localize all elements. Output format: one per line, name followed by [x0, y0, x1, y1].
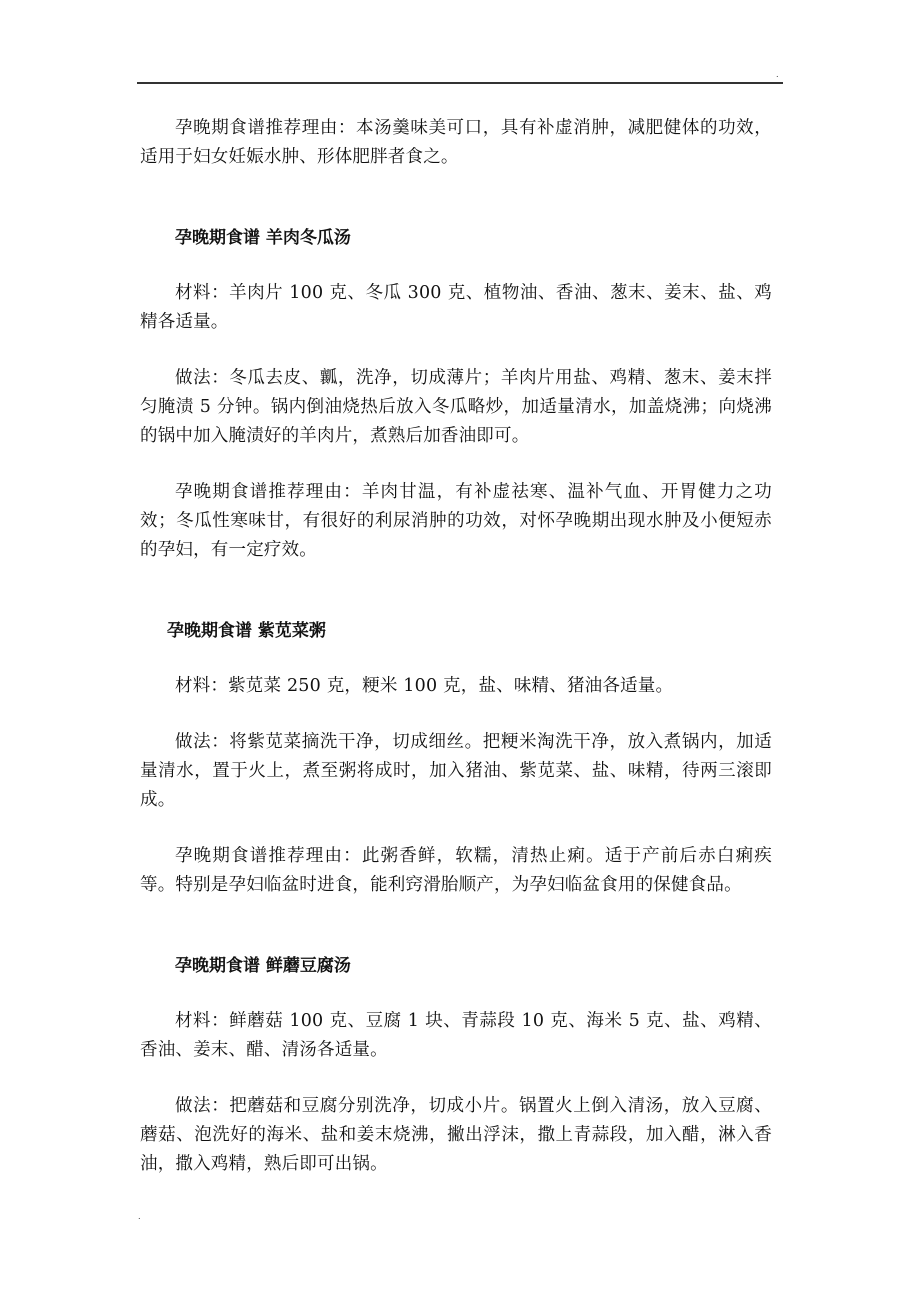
recipe-2-method: 做法：将紫苋菜摘洗干净，切成细丝。把粳米淘洗干净，放入煮锅内，加适量清水，置于火上，煮至粥将成时，加入猪油、紫苋菜、盐、味精，待两三滚即成。 [140, 732, 772, 810]
document-body [140, 114, 772, 1179]
recipe-3-title: 孕晚期食谱 鲜蘑豆腐汤 [175, 956, 351, 976]
recipe-1-method: 做法：冬瓜去皮、瓤，洗净，切成薄片；羊肉片用盐、鸡精、葱末、姜末拌匀腌渍 5 分钟。锅内倒油烧热后放入冬瓜略炒，加适量清水，加盖烧沸；向烧沸的锅中加入腌渍好的羊肉片，煮熟后加香油即可。 [140, 368, 772, 446]
footer-marker: . [138, 1212, 141, 1221]
header-rule [137, 82, 783, 84]
recipe-2-materials: 材料：紫苋菜 250 克，粳米 100 克，盐、味精、猪油各适量。 [175, 676, 674, 696]
recipe-0-reason: 孕晚期食谱推荐理由：本汤羹味美可口，具有补虚消肿，减肥健体的功效，适用于妇女妊娠水肿、形体肥胖者食之。 [140, 118, 772, 167]
recipe-3-method: 做法：把蘑菇和豆腐分别洗净，切成小片。锅置火上倒入清汤，放入豆腐、蘑菇、泡洗好的海米、盐和姜末烧沸，撇出浮沫，撒上青蒜段，加入醋，淋入香油，撒入鸡精，熟后即可出锅。 [140, 1096, 772, 1174]
recipe-3-materials: 材料：鲜蘑菇 100 克、豆腐 1 块、青蒜段 10 克、海米 5 克、盐、鸡精、香油、姜末、醋、清汤各适量。 [140, 1011, 772, 1060]
recipe-1-reason: 孕晚期食谱推荐理由：羊肉甘温，有补虚祛寒、温补气血、开胃健力之功效；冬瓜性寒味甘，有很好的利尿消肿的功效，对怀孕晚期出现水肿及小便短赤的孕妇，有一定疗效。 [140, 482, 772, 560]
recipe-2-reason: 孕晚期食谱推荐理由：此粥香鲜，软糯，清热止痢。适于产前后赤白痢疾等。特别是孕妇临盆时进食，能利窍滑胎顺产，为孕妇临盆食用的保健食品。 [140, 846, 772, 895]
recipe-1-title: 孕晚期食谱 羊肉冬瓜汤 [175, 228, 351, 248]
header-marker: . [776, 70, 779, 79]
recipe-2-title: 孕晚期食谱 紫苋菜粥 [167, 621, 326, 641]
recipe-1-materials: 材料：羊肉片 100 克、冬瓜 300 克、植物油、香油、葱末、姜末、盐、鸡精各适量。 [140, 283, 772, 332]
